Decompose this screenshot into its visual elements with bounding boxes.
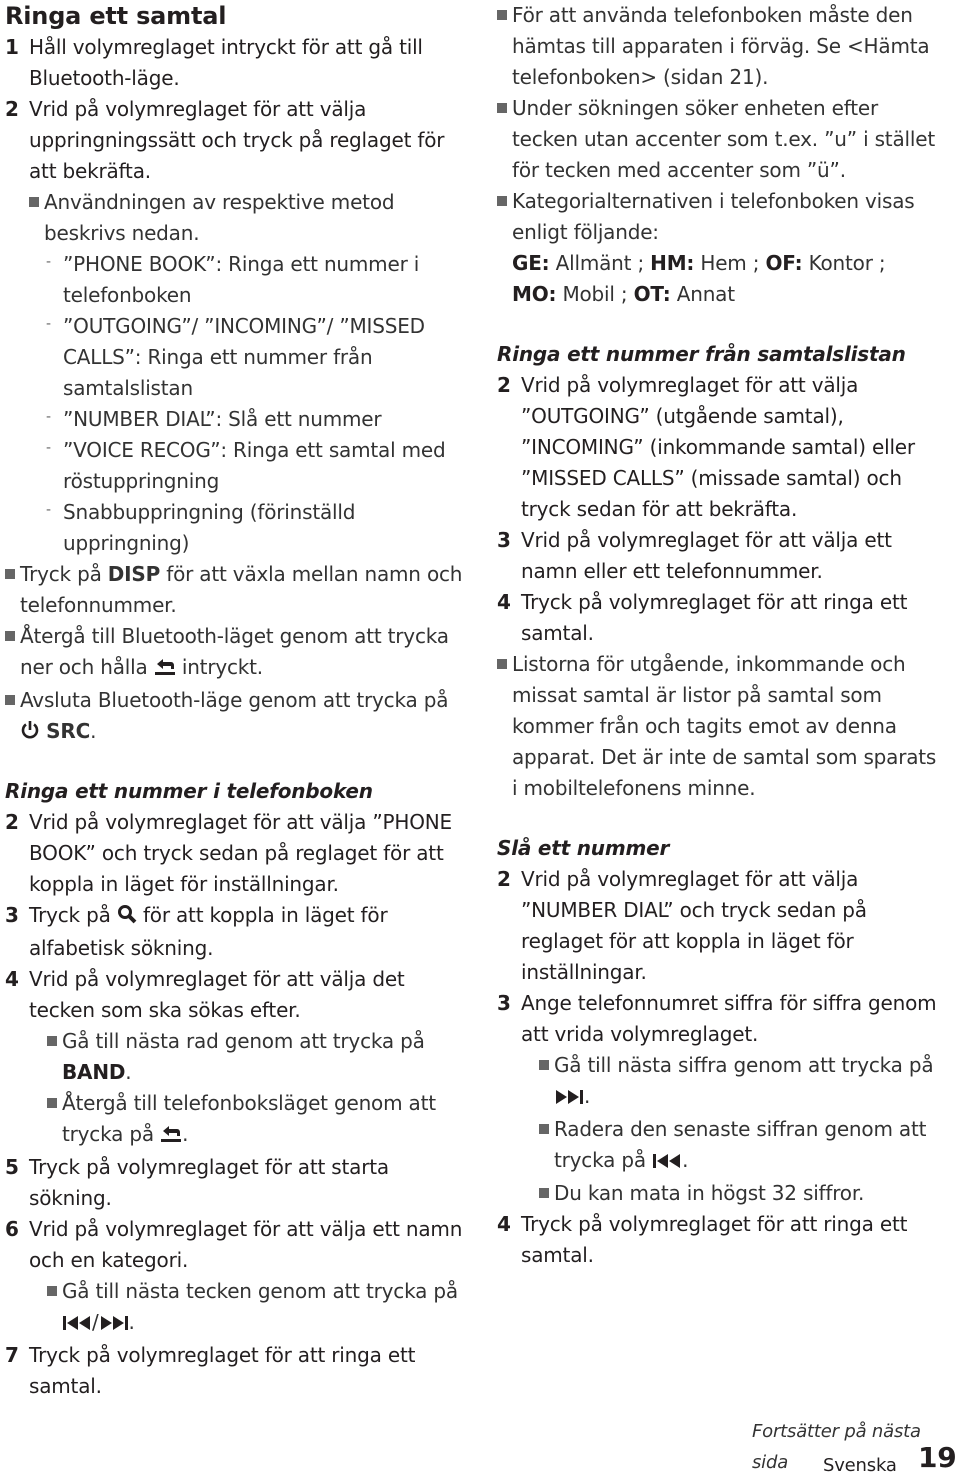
category-code: HM: — [650, 251, 695, 275]
step-4 — [497, 1209, 947, 1271]
step-2 — [497, 370, 947, 525]
step-text: Tryck på volymreglaget för att ringa ett samtal. — [521, 1212, 908, 1267]
section-title: Ringa ett nummer från samtalslistan — [497, 342, 906, 366]
step-number: 4 — [497, 590, 511, 614]
step-3 — [497, 988, 947, 1209]
note-bullet: Listorna för utgående, inkommande och missat samtal är listor på samtal som kommer från och tagits emot av denna apparat. Det är inte de samtal som sparats i mobiltelefonens minne. — [497, 649, 947, 804]
note-bullet: Kategorialternativen i telefonboken visas enligt följande: GE: Allmänt ; HM: Hem ; OF: Kontor ; MO: Mobil ; OT: Annat — [497, 186, 947, 310]
search-icon — [117, 902, 137, 933]
category-code: OF: — [765, 251, 803, 275]
step-number: 5 — [5, 1155, 19, 1179]
power-icon — [20, 718, 40, 749]
step-2 — [5, 94, 467, 187]
page-title: Ringa ett samtal — [5, 2, 227, 30]
note-bullet: Gå till nästa siffra genom att trycka på . — [539, 1050, 947, 1114]
step-6 — [5, 1214, 467, 1340]
method-item: - ”VOICE RECOG”: Ringa ett samtal med röstuppringning — [5, 435, 467, 497]
step-text: Vrid på volymreglaget för att välja ”OUTGOING” (utgående samtal), ”INCOMING” (inkommande samtal) eller ”MISSED CALLS” (missade samtal) och tryck sedan för att bekräfta. — [521, 373, 915, 521]
back-icon — [154, 654, 176, 685]
step-text: Vrid på volymreglaget för att välja uppringningssätt och tryck på reglaget för att bekräfta. — [29, 97, 445, 183]
note-bullet: Gå till nästa tecken genom att trycka på / . — [47, 1276, 467, 1340]
back-icon — [160, 1121, 182, 1152]
step-4 — [497, 587, 947, 649]
method-item: - ”OUTGOING”/ ”INCOMING”/ ”MISSED CALLS”: Ringa ett nummer från samtalslistan — [5, 311, 467, 404]
method-item: - Snabbuppringning (förinställd uppringning) — [5, 497, 467, 559]
continued-note: Fortsätter på nästa sida — [752, 1421, 921, 1473]
step-2 — [497, 864, 947, 988]
skip-back-icon — [62, 1309, 92, 1340]
note-bullet: Radera den senaste siffran genom att trycka på . — [539, 1114, 947, 1178]
method-item: - ”NUMBER DIAL”: Slå ett nummer — [5, 404, 467, 435]
note-bullet: Under sökningen söker enheten efter tecken utan accenter som t.ex. ”u” i stället för tecken med accenter som ”ü”. — [497, 93, 947, 186]
step-3 — [5, 900, 467, 964]
skip-forward-icon — [554, 1083, 584, 1114]
category-code: MO: — [512, 282, 557, 306]
note-bullet: Tryck på DISP för att växla mellan namn och telefonnummer. — [5, 559, 467, 621]
step-number: 2 — [5, 810, 19, 834]
step-4 — [5, 964, 467, 1152]
step-text: Vrid på volymreglaget för att välja det tecken som ska sökas efter. — [29, 967, 405, 1022]
left-column — [5, 0, 467, 1402]
note-bullet: Gå till nästa rad genom att trycka på BAND. — [47, 1026, 467, 1088]
note-bullet: Avsluta Bluetooth-läge genom att trycka på SRC. — [5, 685, 467, 749]
step-text: Tryck på volymreglaget för att starta sökning. — [29, 1155, 389, 1210]
section-title: Ringa ett nummer i telefonboken — [5, 779, 373, 803]
step-2 — [5, 807, 467, 900]
note-bullet: Återgå till telefonboksläget genom att trycka på . — [47, 1088, 467, 1152]
step-text: Vrid på volymreglaget för att välja ”NUMBER DIAL” och tryck sedan på reglaget för att koppla in läget för inställningar. — [521, 867, 867, 984]
note-bullet: Användningen av respektive metod beskrivs nedan. — [29, 187, 467, 249]
step-number: 3 — [497, 528, 511, 552]
step-number: 6 — [5, 1217, 19, 1241]
step-number: 3 — [5, 903, 19, 927]
step-1 — [5, 32, 467, 94]
skip-back-icon — [652, 1147, 682, 1178]
step-number: 4 — [497, 1212, 511, 1236]
step-number: 4 — [5, 967, 19, 991]
band-key: BAND — [62, 1060, 126, 1084]
step-3 — [497, 525, 947, 587]
method-item: - ”PHONE BOOK”: Ringa ett nummer i telefonboken — [5, 249, 467, 311]
section-title: Slå ett nummer — [497, 836, 670, 860]
page-number: 19 — [918, 1441, 957, 1474]
step-number: 7 — [5, 1343, 19, 1367]
step-7 — [5, 1340, 467, 1402]
note-bullet: Återgå till Bluetooth-läget genom att trycka ner och hålla intryckt. — [5, 621, 467, 685]
step-number: 2 — [497, 867, 511, 891]
language-label: Svenska — [823, 1455, 897, 1476]
category-code: OT: — [633, 282, 671, 306]
step-number: 2 — [497, 373, 511, 397]
step-text: Vrid på volymreglaget för att välja ett namn eller ett telefonnummer. — [521, 528, 892, 583]
right-column — [497, 0, 947, 1271]
src-key: SRC — [46, 719, 91, 743]
step-number: 1 — [5, 35, 19, 59]
step-5 — [5, 1152, 467, 1214]
disp-key: DISP — [107, 562, 161, 586]
category-code: GE: — [512, 251, 550, 275]
step-text: Tryck på volymreglaget för att ringa ett samtal. — [521, 590, 908, 645]
step-number: 3 — [497, 991, 511, 1015]
note-bullet: Du kan mata in högst 32 siffror. — [539, 1178, 947, 1209]
step-number: 2 — [5, 97, 19, 121]
step-text: Vrid på volymreglaget för att välja ”PHONE BOOK” och tryck sedan på reglaget för att koppla in läget för inställningar. — [29, 810, 452, 896]
note-bullet: För att använda telefonboken måste den hämtas till apparaten i förväg. Se <Hämta telefonboken> (sidan 21). — [497, 0, 947, 93]
step-text: Ange telefonnumret siffra för siffra genom att vrida volymreglaget. — [521, 991, 937, 1046]
skip-forward-icon — [99, 1309, 129, 1340]
step-text: Tryck på volymreglaget för att ringa ett samtal. — [29, 1343, 416, 1398]
step-text: Vrid på volymreglaget för att välja ett namn och en kategori. — [29, 1217, 463, 1272]
step-text: Tryck på för att koppla in läget för alfabetisk sökning. — [29, 903, 388, 960]
step-text: Håll volymreglaget intryckt för att gå till Bluetooth-läge. — [29, 35, 423, 90]
